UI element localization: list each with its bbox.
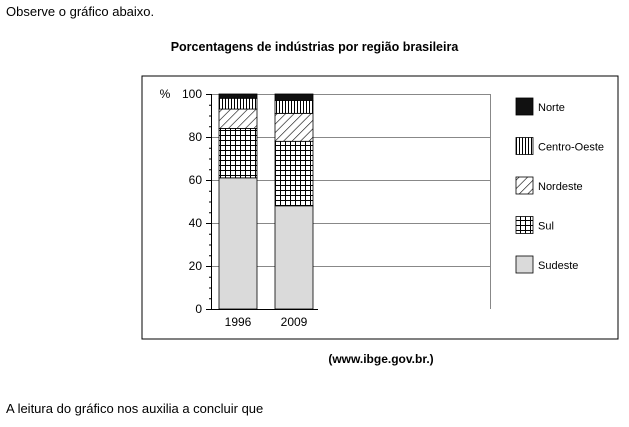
source-text: (www.ibge.gov.br.): [328, 352, 434, 366]
bar-segment-centro-oeste-1996: [219, 98, 257, 109]
bar-segment-centro-oeste-2009: [275, 100, 313, 113]
legend-swatch-sul: [516, 217, 533, 234]
y-tick-label: 40: [188, 216, 202, 230]
bar-segment-nordeste-1996: [219, 109, 257, 128]
legend-swatch-centro-oeste: [516, 138, 533, 155]
bar-segment-nordeste-2009: [275, 113, 313, 141]
x-tick-label: 1996: [224, 315, 252, 329]
bar-segment-sudeste-1996: [219, 178, 257, 309]
y-axis-label: %: [159, 87, 171, 101]
legend-swatch-sudeste: [516, 256, 533, 273]
chart-frame: [142, 76, 618, 339]
bar-segment-sul-1996: [219, 128, 257, 177]
legend-label-centro-oeste: Centro-Oeste: [538, 141, 605, 154]
intro-text: Observe o gráfico abaixo.: [6, 4, 155, 19]
legend-swatch-nordeste: [516, 177, 533, 194]
legend-swatch-norte: [516, 98, 533, 115]
chart-title: Porcentagens de indústrias por região brasileira: [170, 40, 459, 54]
legend-label-norte: Norte: [538, 102, 565, 114]
y-tick-label: 20: [188, 259, 202, 273]
legend-label-nordeste: Nordeste: [538, 181, 583, 193]
legend-label-sudeste: Sudeste: [538, 260, 579, 272]
x-tick-label: 2009: [280, 315, 308, 329]
bar-segment-sudeste-2009: [275, 206, 313, 309]
y-tick-label: 60: [188, 173, 202, 187]
bar-segment-norte-1996: [219, 94, 257, 98]
bar-segment-sul-2009: [275, 141, 313, 206]
bar-segment-norte-2009: [275, 94, 313, 100]
outro-text: A leitura do gráfico nos auxilia a concluir que: [6, 401, 264, 416]
legend-label-sul: Sul: [538, 220, 554, 233]
y-tick-label: 100: [181, 87, 202, 101]
y-tick-label: 80: [188, 130, 202, 144]
y-tick-label: 0: [195, 302, 202, 316]
